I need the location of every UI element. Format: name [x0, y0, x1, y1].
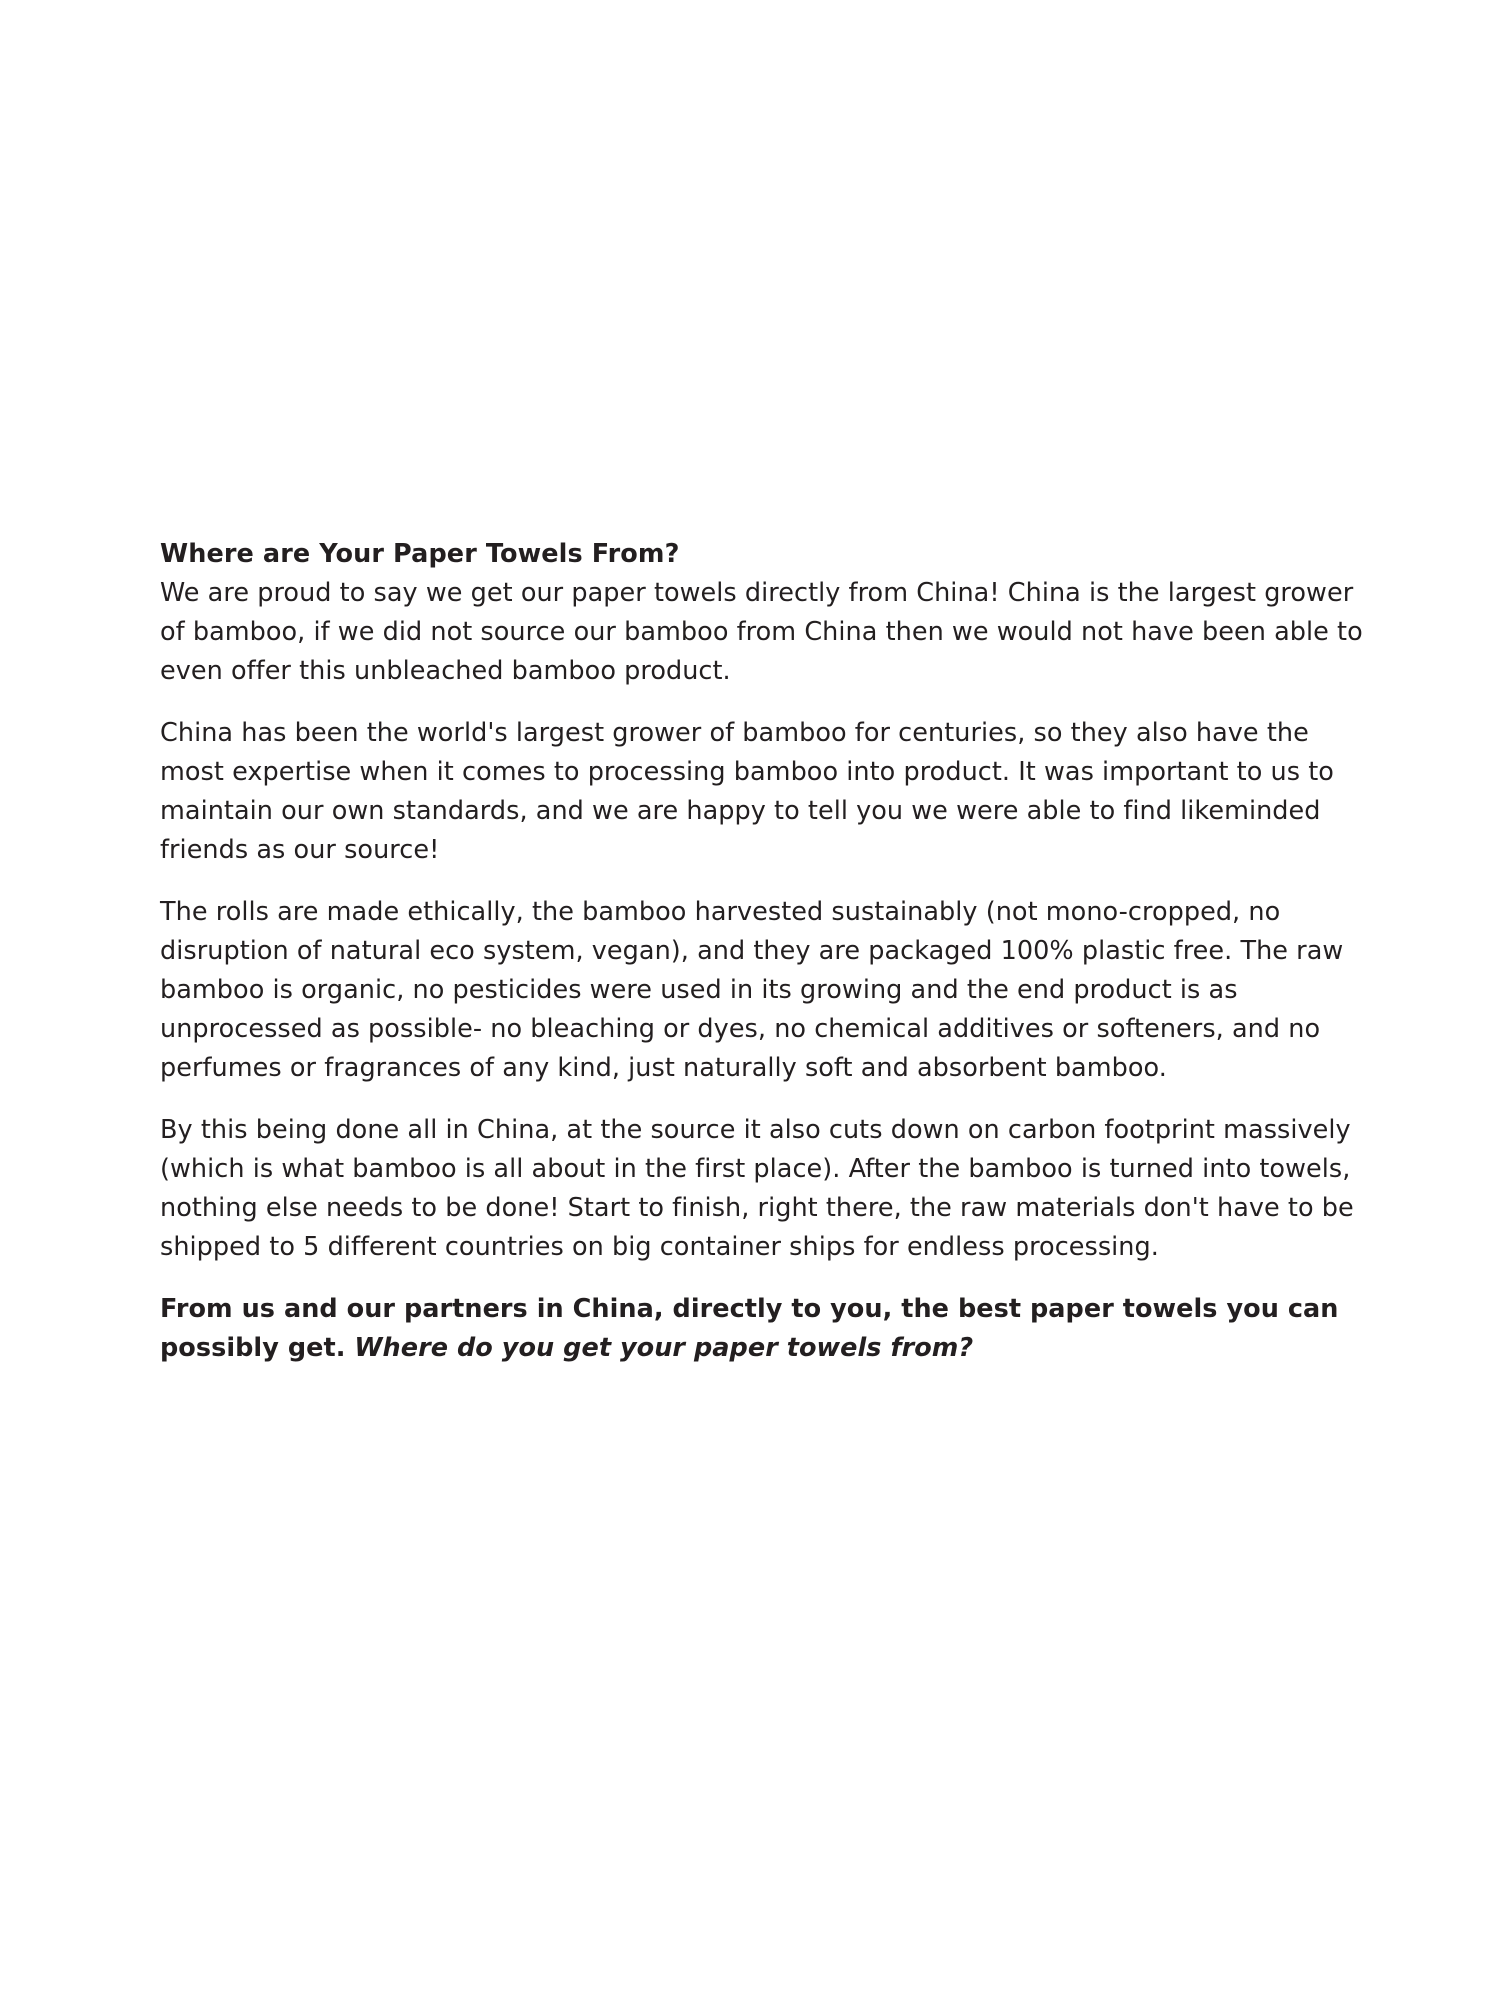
paragraph-2: China has been the world's largest grower of bamboo for centuries, so they also have the most expertise when it comes to processing bamboo into product. It was important to us to maintain our own standards, and we are happy to tell you we were able to find likeminded friends as our source! [160, 718, 1334, 865]
page-title: Where are Your Paper Towels From? [160, 539, 680, 569]
paragraph-3: The rolls are made ethically, the bamboo harvested sustainably (not mono-cropped, no disruption of natural eco system, vegan), and they are packaged 100% plastic free. The raw bamboo is organic, no pesticides were used in its growing and the end product is as unprocessed as possible- no bleaching or dyes, no chemical additives or softeners, and no perfumes or fragrances of any kind, just naturally soft and absorbent bamboo. [160, 897, 1344, 1083]
closing-paragraph [160, 1290, 1375, 1368]
paragraph-4: By this being done all in China, at the source it also cuts down on carbon footprint massively (which is what bamboo is all about in the first place). After the bamboo is turned into towels, nothing else needs to be done! Start to finish, right there, the raw materials don't have to be shipped to 5 different countries on big container ships for endless processing. [160, 1115, 1354, 1262]
closing-italic-question: Where do you get your paper towels from? [354, 1333, 974, 1363]
paragraph-1: We are proud to say we get our paper towels directly from China! China is the largest grower of bamboo, if we did not source our bamboo from China then we would not have been able to even offer this unbleached bamboo product. [160, 578, 1363, 686]
document-body [160, 535, 1375, 1368]
closing-bold-text: From us and our partners in China, directly to you, the best paper towels you can possibly get. [160, 1294, 1339, 1363]
